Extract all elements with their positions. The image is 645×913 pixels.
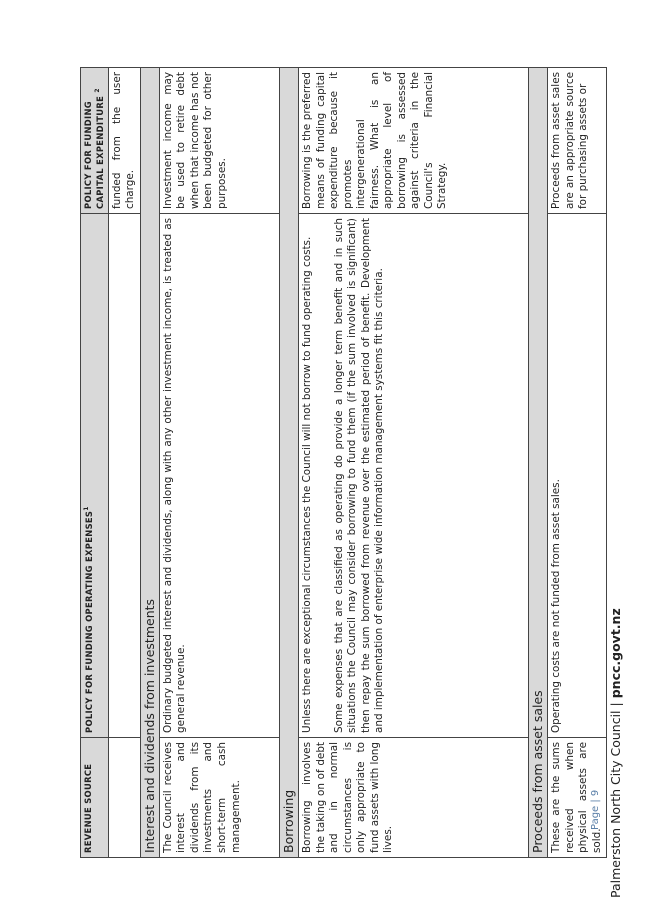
header-capital-policy: POLICY FOR FUNDING CAPITAL EXPENDITURE $^2$ (81, 68, 109, 214)
table-header-row (81, 68, 109, 858)
revenue-cell: The Council receives interest and dividends from its investments and short-term cash management. (159, 738, 279, 858)
footer-site: pncc.govt.nz (608, 608, 623, 699)
section-heading (529, 68, 548, 858)
table-row (108, 68, 140, 858)
section-title-borrowing: Borrowing (279, 68, 298, 858)
opex-cell: Operating costs are not funded from asset sales. (548, 214, 607, 738)
funding-policy-table (80, 67, 607, 858)
rotated-page-content (80, 68, 603, 858)
footer-org: Palmerston North City Council (608, 710, 623, 898)
revenue-cell: These are the sums received when physical assets are sold. (548, 738, 607, 858)
table-row (159, 68, 279, 858)
header-revenue-source: REVENUE SOURCE (81, 738, 109, 858)
page-number: Page | 9 (590, 789, 601, 830)
capex-cell: Borrowing is the preferred means of funding capital expenditure because it promotes intergenerational fairness. What is an appropriate level of borrowing is assessed against criteria in the Council's Financial Strategy. (299, 68, 529, 214)
section-title-asset-sales: Proceeds from asset sales (529, 68, 548, 858)
section-heading (140, 68, 159, 858)
section-heading (279, 68, 298, 858)
table-row (548, 68, 607, 858)
capex-cell: Investment income may be used to retire debt when that income has not been budgeted for other purposes. (159, 68, 279, 214)
opex-cell: Unless there are exceptional circumstances the Council will not borrow to fund operating costs. Some expenses that are classified as operating do provide a longer term benefit and in such situations the Council may consider borrowing to fund them (if the sum involved is significant) then repay the sum borrowed from revenue over the estimated period of benefit. Development and implementation of enterprise wide information management systems fit this criteria. (299, 214, 529, 738)
opex-cell: Ordinary budgeted interest and dividends, along with any other investment income, is treated as general revenue. (159, 214, 279, 738)
footer (608, 608, 623, 898)
header-operating-policy: POLICY FOR FUNDING OPERATING EXPENSES$^1$ (81, 214, 109, 738)
revenue-cell: Borrowing involves the taking on of debt and in normal circumstances is only appropriate to fund assets with long lives. (299, 738, 529, 858)
capex-cell: Proceeds from asset sales are an appropriate source for purchasing assets or (548, 68, 607, 214)
footer-separator: | (608, 702, 623, 707)
carryover-capex: funded from the user charge. (108, 68, 140, 214)
section-title-interest: Interest and dividends from investments (140, 68, 159, 858)
table-row (299, 68, 529, 858)
